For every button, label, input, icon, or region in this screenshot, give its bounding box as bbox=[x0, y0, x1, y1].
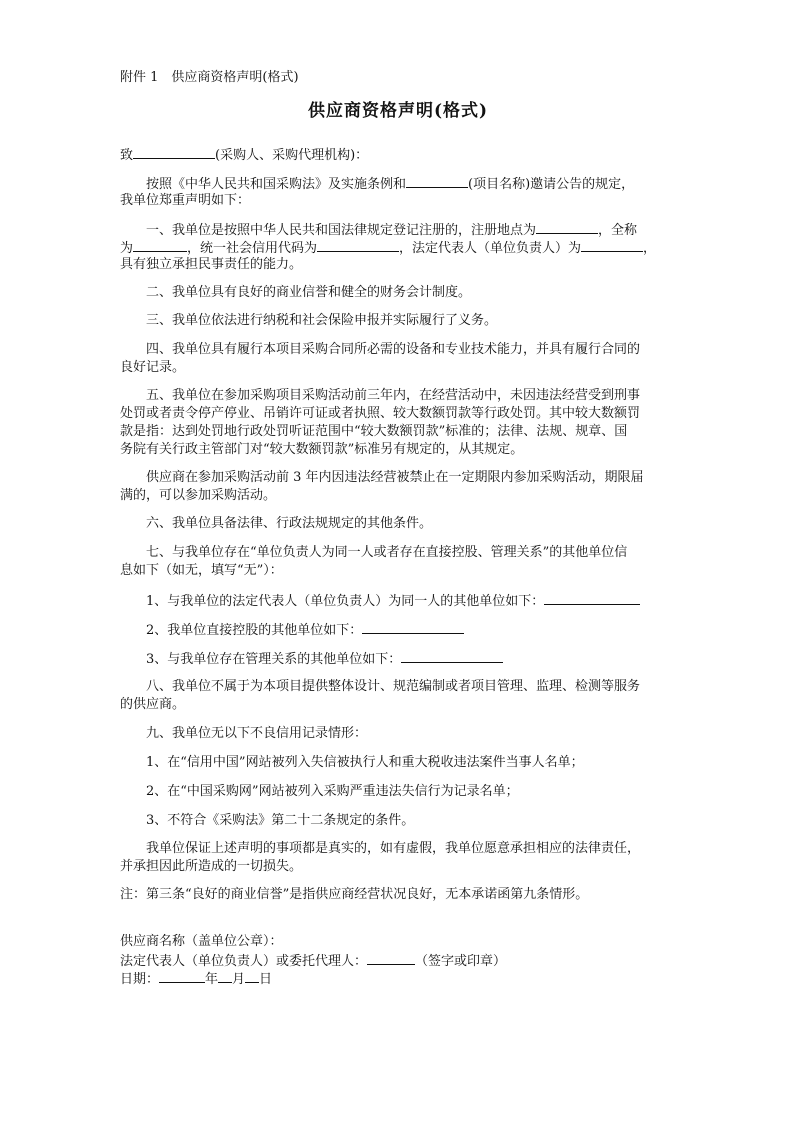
date-year-field[interactable] bbox=[159, 970, 205, 983]
item7-3-text: 3、与我单位存在管理关系的其他单位如下： bbox=[146, 652, 402, 667]
date-month-label: 月 bbox=[232, 972, 246, 987]
date-month-field[interactable] bbox=[218, 970, 232, 983]
item1-line-3: 具有独立承担民事责任的能力。 bbox=[120, 257, 303, 272]
supplier-name-label: 供应商名称（盖单位公章）： bbox=[120, 934, 283, 949]
item9-3: 3、不符合《采购法》第二十二条规定的条件。 bbox=[146, 813, 415, 828]
signature-hint: （签字或印章） bbox=[415, 954, 507, 969]
page-title: 供应商资格声明(格式) bbox=[307, 101, 489, 121]
date-label: 日期： bbox=[120, 972, 160, 987]
item5b-line-2: 满的，可以参加采购活动。 bbox=[120, 488, 277, 503]
item1-text-a: 一、我单位是按照中华人民共和国法律规定登记注册的，注册地点为 bbox=[146, 223, 537, 238]
item7-line-1: 七、与我单位存在“单位负责人为同一人或者存在直接控股、管理关系”的其他单位信 bbox=[146, 545, 628, 560]
item4-line-2: 良好记录。 bbox=[120, 360, 186, 375]
full-name-field[interactable] bbox=[133, 239, 187, 252]
addressee-line bbox=[120, 146, 368, 164]
item9: 九、我单位无以下不良信用记录情形： bbox=[146, 726, 368, 741]
credit-code-field[interactable] bbox=[317, 239, 399, 252]
registered-address-field[interactable] bbox=[536, 221, 598, 234]
legal-rep-line bbox=[120, 952, 506, 970]
date-day-field[interactable] bbox=[245, 970, 259, 983]
item1-line-1 bbox=[120, 221, 637, 239]
note: 注：第三条“良好的商业信誉”是指供应商经营状况良好，无本承诺函第九条情形。 bbox=[120, 887, 589, 902]
same-representative-units-field[interactable] bbox=[544, 592, 640, 605]
item7-2-text: 2、我单位直接控股的其他单位如下： bbox=[146, 623, 363, 638]
item5-line-1: 五、我单位在参加采购项目采购活动前三年内，在经营活动中，未因违法经营受到刑事 bbox=[146, 388, 641, 403]
guarantee-line-2: 并承担因此所造成的一切损失。 bbox=[120, 859, 303, 874]
item1-text-f: ， bbox=[643, 241, 657, 256]
intro-text-b: (项目名称)邀请公告的规定， bbox=[468, 177, 635, 192]
item7-2-line bbox=[120, 621, 464, 639]
item7-1-line bbox=[120, 592, 640, 610]
signature-field[interactable] bbox=[367, 952, 415, 965]
project-name-field[interactable] bbox=[406, 175, 468, 188]
item1-text-d: ，统一社会信用代码为 bbox=[187, 241, 318, 256]
item1-text-c: 为 bbox=[120, 241, 134, 256]
item8-line-2: 的供应商。 bbox=[120, 697, 186, 712]
addressee-prefix: 致 bbox=[120, 148, 134, 163]
attachment-label: 附件 1 供应商资格声明(格式) bbox=[120, 70, 299, 85]
intro-line-1 bbox=[120, 175, 634, 193]
purchaser-name-field[interactable] bbox=[133, 146, 215, 159]
legal-representative-field[interactable] bbox=[581, 239, 643, 252]
item4-line-1: 四、我单位具有履行本项目采购合同所必需的设备和专业技术能力，并具有履行合同的 bbox=[146, 342, 641, 357]
intro-text-a: 按照《中华人民共和国采购法》及实施条例和 bbox=[146, 177, 407, 192]
item2: 二、我单位具有良好的商业信誉和健全的财务会计制度。 bbox=[146, 285, 472, 300]
item7-1-text: 1、与我单位的法定代表人（单位负责人）为同一人的其他单位如下： bbox=[146, 594, 545, 609]
item5-line-4: 务院有关行政主管部门对“较大数额罚款”标准另有规定的，从其规定。 bbox=[120, 442, 524, 457]
item6: 六、我单位具备法律、行政法规规定的其他条件。 bbox=[146, 516, 433, 531]
guarantee-line-1: 我单位保证上述声明的事项都是真实的，如有虚假，我单位愿意承担相应的法律责任， bbox=[146, 841, 641, 856]
managed-units-field[interactable] bbox=[401, 650, 503, 663]
item7-3-line bbox=[120, 650, 503, 668]
item1-line-2 bbox=[120, 239, 656, 257]
addressee-suffix: (采购人、采购代理机构)： bbox=[215, 148, 369, 163]
legal-rep-label: 法定代表人（单位负责人）或委托代理人： bbox=[120, 954, 368, 969]
item9-1: 1、在“信用中国”网站被列入失信被执行人和重大税收违法案件当事人名单； bbox=[146, 755, 584, 770]
item5-line-3: 款是指：达到处罚地行政处罚听证范围中“较大数额罚款”标准的；法律、法规、规章、国 bbox=[120, 424, 628, 439]
intro-line-2: 我单位郑重声明如下： bbox=[120, 193, 251, 208]
item8-line-1: 八、我单位不属于为本项目提供整体设计、规范编制或者项目管理、监理、检测等服务 bbox=[146, 679, 641, 694]
item5-line-2: 处罚或者责令停产停业、吊销许可证或者执照、较大数额罚款等行政处罚。其中较大数额罚 bbox=[120, 406, 641, 421]
controlled-units-field[interactable] bbox=[362, 621, 464, 634]
item5b-line-1: 供应商在参加采购活动前 3 年内因违法经营被禁止在一定期限内参加采购活动，期限届 bbox=[146, 470, 644, 485]
date-year-label: 年 bbox=[205, 972, 219, 987]
item3: 三、我单位依法进行纳税和社会保险申报并实际履行了义务。 bbox=[146, 313, 498, 328]
item9-2: 2、在“中国采购网”网站被列入采购严重违法失信行为记录名单； bbox=[146, 784, 519, 799]
item1-text-e: ，法定代表人（单位负责人）为 bbox=[399, 241, 582, 256]
item7-line-2: 息如下（如无，填写“无”）： bbox=[120, 563, 283, 578]
date-day-label: 日 bbox=[259, 972, 273, 987]
date-line bbox=[120, 970, 272, 988]
item1-text-b: ，全称 bbox=[598, 223, 638, 238]
